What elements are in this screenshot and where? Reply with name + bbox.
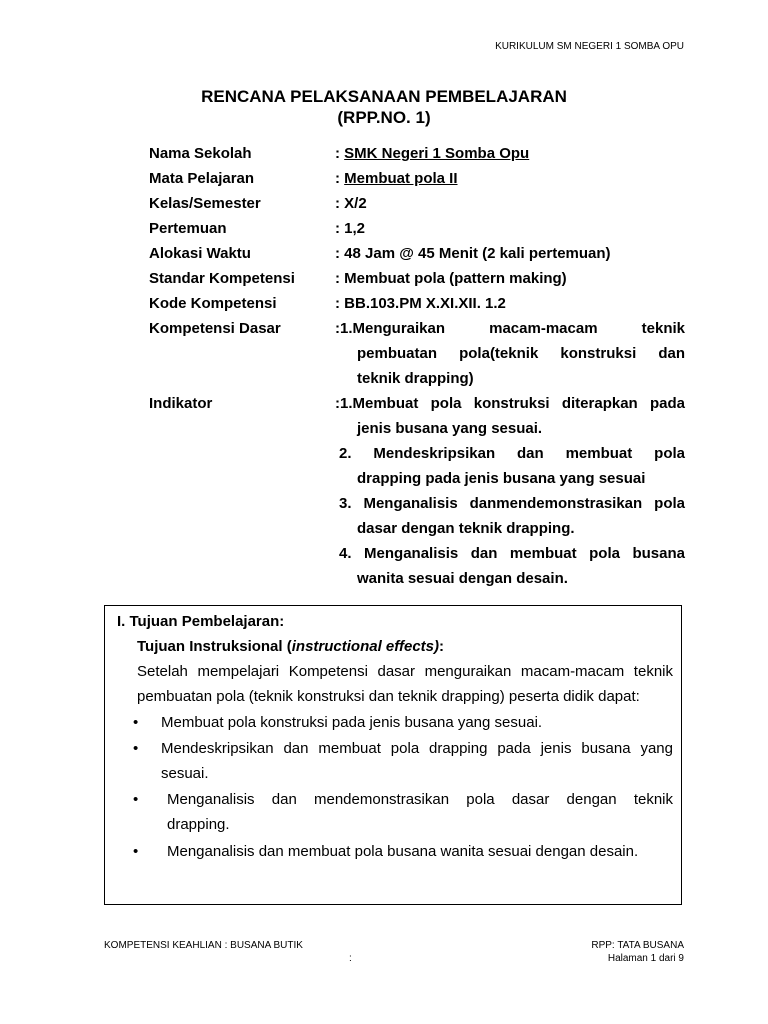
bullet-icon: • [133,843,139,860]
info-row-standar-kompetensi [149,266,685,291]
info-row-indikator [149,391,685,591]
info-row-mata-pelajaran [149,166,685,191]
intro-line-2: pembuatan pola (teknik konstruksi dan teknik drapping) peserta didik dapat: [137,688,640,705]
title-line-2: (RPP.NO. 1) [337,108,431,127]
footer-mid: : [349,953,352,964]
section-heading: I. Tujuan Pembelajaran: [117,613,285,630]
info-row-alokasi-waktu [149,241,685,266]
info-row-kompetensi-dasar [149,316,685,391]
indikator-item-1-cont: jenis busana yang sesuai. [357,420,543,437]
indikator-value [335,391,685,591]
info-value: : SMK Negeri 1 Somba Opu [335,145,530,162]
info-label: Kode Kompetensi [149,295,277,312]
indikator-item-4: 4. Menganalisis dan membuat pola busana [339,545,685,562]
info-value: : 1,2 [335,220,366,237]
info-value: : 48 Jam @ 45 Menit (2 kali pertemuan) [335,245,611,262]
tujuan-pembelajaran-box [104,605,682,905]
info-label: Standar Kompetensi [149,270,295,287]
bullet-icon: • [133,714,139,731]
bullet-item-4: • Menganalisis dan membuat pola busana wanita sesuai dengan desain. [105,839,683,864]
info-label: Pertemuan [149,220,227,237]
bullet-icon: • [133,740,139,757]
info-value: : X/2 [335,195,367,212]
footer-left: KOMPETENSI KEAHLIAN : BUSANA BUTIK [104,940,303,951]
bullet-item-3-cont: drapping. [167,816,230,833]
bullet-item-3: • Menganalisis dan mendemonstrasikan pola dasar dengan teknik [105,787,683,812]
bullet-item-1: • Membuat pola konstruksi pada jenis busana yang sesuai. [105,710,683,735]
info-value: : BB.103.PM X.XI.XII. 1.2 [335,295,506,312]
info-label: Kelas/Semester [149,195,261,212]
kompetensi-dasar-value [335,316,685,391]
indikator-item-3-cont: dasar dengan teknik drapping. [357,520,575,537]
page-header: KURIKULUM SM NEGERI 1 SOMBA OPU [495,41,684,52]
indikator-item-2-cont: drapping pada jenis busana yang sesuai [357,470,646,487]
indikator-item-1: :1.Membuat pola konstruksi diterapkan pada [335,395,685,412]
kd-line-3: teknik drapping) [357,370,474,387]
info-label: Nama Sekolah [149,145,252,162]
info-table [149,141,685,591]
info-value: : Membuat pola (pattern making) [335,270,567,287]
title-line-1: RENCANA PELAKSANAAN PEMBELAJARAN [201,87,567,106]
bullet-item-2-cont: sesuai. [161,765,209,782]
info-row-nama-sekolah [149,141,685,166]
info-label: Mata Pelajaran [149,170,255,187]
footer-page-number: Halaman 1 dari 9 [607,953,684,964]
document-title [0,86,768,128]
info-row-kode-kompetensi [149,291,685,316]
info-label: Kompetensi Dasar [149,320,281,337]
section-subheading: Tujuan Instruksional (instructional effects): [137,638,444,655]
kd-line-2: pembuatan pola(teknik konstruksi dan [357,345,685,362]
info-row-kelas-semester [149,191,685,216]
indikator-item-2: 2. Mendeskripsikan dan membuat pola [339,445,685,462]
indikator-item-4-cont: wanita sesuai dengan desain. [357,570,568,587]
info-value: : Membuat pola II [335,170,458,187]
indikator-item-3: 3. Menganalisis danmendemonstrasikan pola [339,495,685,512]
footer-right-1: RPP: TATA BUSANA [591,940,684,951]
kd-line-1: :1.Menguraikan macam-macam teknik [335,320,685,337]
info-label: Alokasi Waktu [149,245,251,262]
info-label: Indikator [149,395,213,412]
bullet-item-2: • Mendeskripsikan dan membuat pola drapping pada jenis busana yang [105,736,683,761]
intro-line-1: Setelah mempelajari Kompetensi dasar menguraikan macam-macam teknik [137,663,673,680]
bullet-icon: • [133,791,139,808]
info-row-pertemuan [149,216,685,241]
